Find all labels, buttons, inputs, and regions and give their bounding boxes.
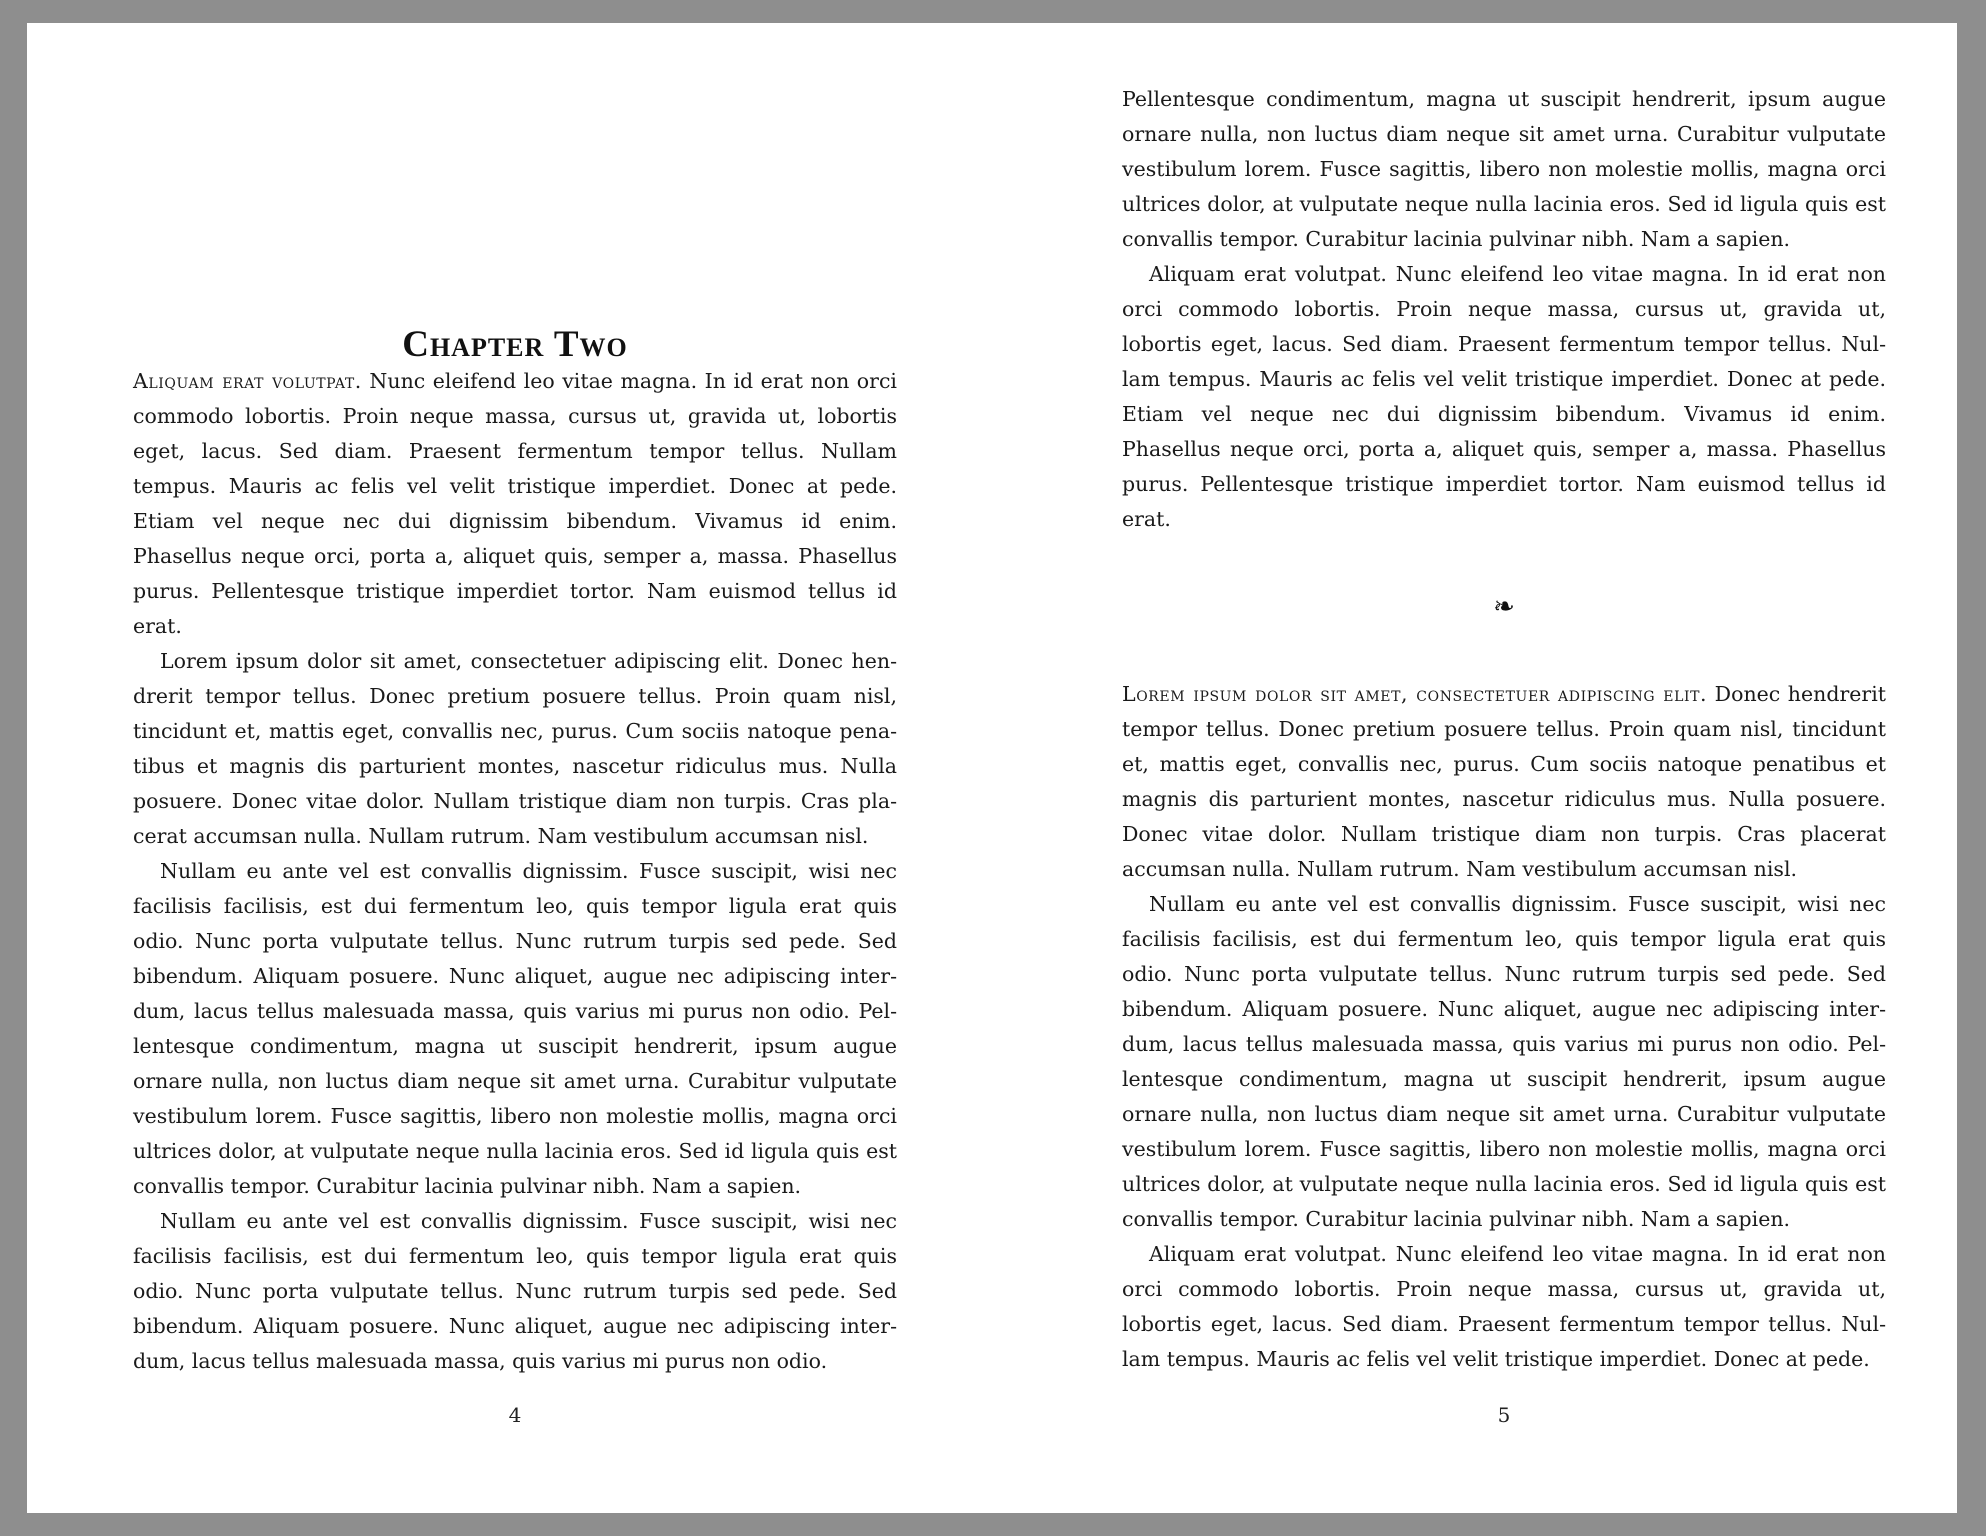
chapter-title: Chapter Two [402, 324, 628, 365]
paragraph-text: Donec hendrerit tempor tellus. Donec pretium posuere tellus. Proin quam nisl, tincidunt et, mattis eget, convallis nec, purus. Cum sociis natoque penatibus et magnis dis parturient montes, nascetur ridiculus mus. Nulla posuere. Donec vitae dolor. Nullam tristique diam non turpis. Cras placerat accumsan nulla. Nullam rutrum. Nam vestibulum accumsan nisl. [1122, 682, 1886, 881]
paragraph: Pellentesque condimentum, magna ut suscipit hendrerit, ipsum augue ornare nulla, non luctus diam neque sit amet urna. Curabitur vulputate vestibulum lorem. Fusce sagittis, libero non molestie mollis, magna orci ultrices dolor, at vulputate neque nulla lacinia eros. Sed id ligula quis est convallis tempor. Curabitur lacinia pulvinar nibh. Nam a sapien. [1122, 87, 1886, 251]
right-page [992, 23, 1957, 1513]
left-text-block [133, 325, 897, 1379]
left-page [27, 23, 992, 1513]
right-text-block [1122, 82, 1886, 1377]
page-number: 4 [508, 1403, 522, 1427]
paragraph-text: Nunc eleifend leo vitae magna. In id erat non orci commodo lobortis. Proin neque massa, cursus ut, gravida ut, lobortis eget, lacus. Sed diam. Praesent fermentum tempor tellus. Nullam tempus. Mauris ac felis vel velit tristique imperdiet. Donec at pede. Etiam vel neque nec dui dignissim bibendum. Vivamus id enim. Phasellus neque orci, porta a, aliquet quis, semper a, massa. Phasellus purus. Pellentesque tristique imperdiet tortor. Nam euismod tellus id erat. [133, 369, 897, 638]
page-number: 5 [1497, 1403, 1511, 1427]
paragraph: Aliquam erat volutpat. Nunc eleifend leo vitae magna. In id erat non orci commodo lobortis. Proin neque massa, cursus ut, gravida ut, lobortis eget, lacus. Sed diam. Praesent fermentum tempor tellus. Nullam tempus. Mauris ac felis vel velit tristique imperdiet. Donec at pede. [1122, 1242, 1886, 1371]
book-spread [27, 23, 1957, 1513]
paragraph: Nullam eu ante vel est convallis dignissim. Fusce suscipit, wisi nec facilisis facilisis, est dui fermentum leo, quis tempor ligula erat quis odio. Nunc porta vulputate tellus. Nunc rutrum turpis sed pede. Sed bibendum. Aliquam posuere. Nunc aliquet, augue nec adipiscing interdum, lacus tellus malesuada massa, quis varius mi purus non odio. Pellentesque condimentum, magna ut suscipit hendrerit, ipsum augue ornare nulla, non luctus diam neque sit amet urna. Curabitur vulputate vestibulum lorem. Fusce sagittis, libero non molestie mollis, magna orci ultrices dolor, at vulputate neque nulla lacinia eros. Sed id ligula quis est convallis tempor. Curabitur lacinia pulvinar nibh. Nam a sapien. [1122, 892, 1886, 1231]
paragraph [1122, 677, 1886, 887]
paragraph: Lorem ipsum dolor sit amet, consectetuer adipiscing elit. Donec hendrerit tempor tellus. Donec pretium posuere tellus. Proin quam nisl, tincidunt et, mattis eget, convallis nec, purus. Cum sociis natoque penatibus et magnis dis parturient montes, nascetur ridiculus mus. Nulla posuere. Donec vitae dolor. Nullam tristique diam non turpis. Cras placerat accumsan nulla. Nullam rutrum. Nam vestibulum accumsan nisl. [133, 649, 897, 848]
paragraph: Nullam eu ante vel est convallis dignissim. Fusce suscipit, wisi nec facilisis facilisis, est dui fermentum leo, quis tempor ligula erat quis odio. Nunc porta vulputate tellus. Nunc rutrum turpis sed pede. Sed bibendum. Aliquam posuere. Nunc aliquet, augue nec adipiscing interdum, lacus tellus malesuada massa, quis varius mi purus non odio. [133, 1209, 897, 1373]
section-ornament-icon: ❧ [1493, 591, 1515, 622]
paragraph-lead-in: Lorem ipsum dolor sit amet, consectetuer adipiscing elit. [1122, 682, 1708, 706]
paragraph-lead-in: Aliquam erat volutpat. [133, 369, 362, 393]
paragraph [133, 364, 897, 644]
paragraph: Nullam eu ante vel est convallis dignissim. Fusce suscipit, wisi nec facilisis facilisis, est dui fermentum leo, quis tempor ligula erat quis odio. Nunc porta vulputate tellus. Nunc rutrum turpis sed pede. Sed bibendum. Aliquam posuere. Nunc aliquet, augue nec adipiscing interdum, lacus tellus malesuada massa, quis varius mi purus non odio. Pellentesque condimentum, magna ut suscipit hendrerit, ipsum augue ornare nulla, non luctus diam neque sit amet urna. Curabitur vulputate vestibulum lorem. Fusce sagittis, libero non molestie mollis, magna orci ultrices dolor, at vulputate neque nulla lacinia eros. Sed id ligula quis est convallis tempor. Curabitur lacinia pulvinar nibh. Nam a sapien. [133, 859, 897, 1198]
paragraph: Aliquam erat volutpat. Nunc eleifend leo vitae magna. In id erat non orci commodo lobortis. Proin neque massa, cursus ut, gravida ut, lobortis eget, lacus. Sed diam. Praesent fermentum tempor tellus. Nullam tempus. Mauris ac felis vel velit tristique imperdiet. Donec at pede. Etiam vel neque nec dui dignissim bibendum. Vivamus id enim. Phasellus neque orci, porta a, aliquet quis, semper a, massa. Phasellus purus. Pellentesque tristique imperdiet tortor. Nam euismod tellus id erat. [1122, 262, 1886, 531]
